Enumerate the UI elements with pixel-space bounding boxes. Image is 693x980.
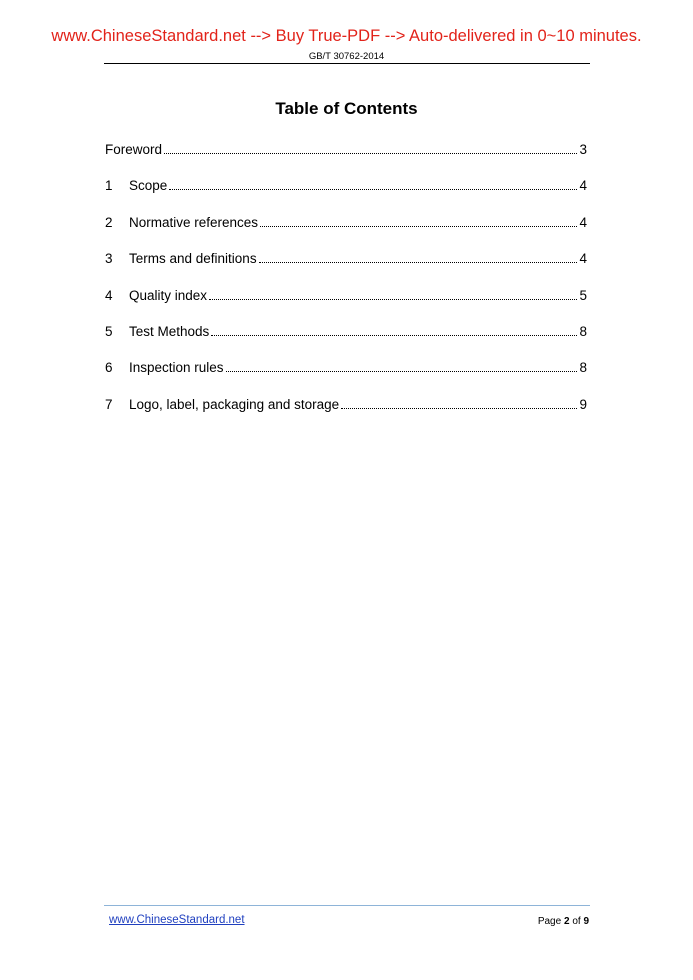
toc-title: Table of Contents	[275, 99, 418, 118]
toc-entry-label: Inspection rules	[129, 360, 224, 376]
toc-entry-label: Quality index	[129, 287, 208, 303]
toc-entry-label: Test Methods	[129, 323, 210, 339]
toc-leader	[341, 408, 577, 409]
toc-entry-test-methods[interactable]	[105, 323, 587, 359]
toc-entry-page: 5	[579, 287, 587, 303]
toc-entry-page: 9	[579, 396, 587, 412]
toc-entry-label: Foreword	[105, 142, 163, 157]
promo-banner[interactable]: www.ChineseStandard.net --> Buy True-PDF --> Auto-delivered in 0~10 minutes.	[51, 27, 642, 45]
page-of: of	[572, 916, 581, 927]
toc-entry-foreword[interactable]	[105, 141, 587, 177]
page-current: 2	[563, 916, 570, 927]
header-divider	[104, 63, 590, 64]
toc-entry-page: 8	[579, 323, 587, 339]
page-total: 9	[583, 916, 589, 927]
standard-code: GB/T 30762-2014	[308, 51, 385, 62]
toc-leader	[209, 299, 577, 300]
toc-entry-label: Logo, label, packaging and storage	[129, 396, 340, 412]
toc-entry-page: 4	[579, 251, 587, 267]
toc-entry-number: 2	[105, 214, 113, 230]
footer-divider	[104, 905, 590, 906]
toc-leader	[259, 262, 578, 263]
table-of-contents	[105, 141, 587, 432]
toc-entry-number: 1	[105, 178, 113, 194]
toc-entry-inspection-rules[interactable]	[105, 359, 587, 395]
page-number	[538, 916, 589, 927]
toc-entry-quality-index[interactable]	[105, 287, 587, 323]
toc-entry-number: 3	[105, 251, 113, 267]
toc-entry-number: 4	[105, 287, 113, 303]
toc-entry-label: Normative references	[129, 214, 259, 230]
toc-entry-number: 7	[105, 396, 113, 412]
toc-entry-page: 3	[579, 142, 587, 157]
toc-leader	[226, 371, 578, 372]
toc-entry-normative-references[interactable]	[105, 214, 587, 250]
toc-entry-page: 8	[579, 360, 587, 376]
toc-leader	[169, 189, 577, 190]
page-word: Page	[537, 916, 562, 927]
toc-entry-page: 4	[579, 214, 587, 230]
toc-entry-terms-and-definitions[interactable]	[105, 250, 587, 286]
toc-entry-number: 5	[105, 323, 113, 339]
toc-leader	[211, 335, 577, 336]
toc-entry-logo-label-packaging-storage[interactable]	[105, 396, 587, 432]
toc-leader	[164, 153, 577, 154]
toc-leader	[260, 226, 577, 227]
toc-entry-label: Scope	[129, 178, 168, 194]
toc-entry-page: 4	[579, 178, 587, 194]
footer-website-link[interactable]: www.ChineseStandard.net	[109, 914, 245, 926]
toc-entry-scope[interactable]	[105, 177, 587, 213]
toc-entry-number: 6	[105, 360, 113, 376]
toc-entry-label: Terms and definitions	[129, 251, 257, 267]
